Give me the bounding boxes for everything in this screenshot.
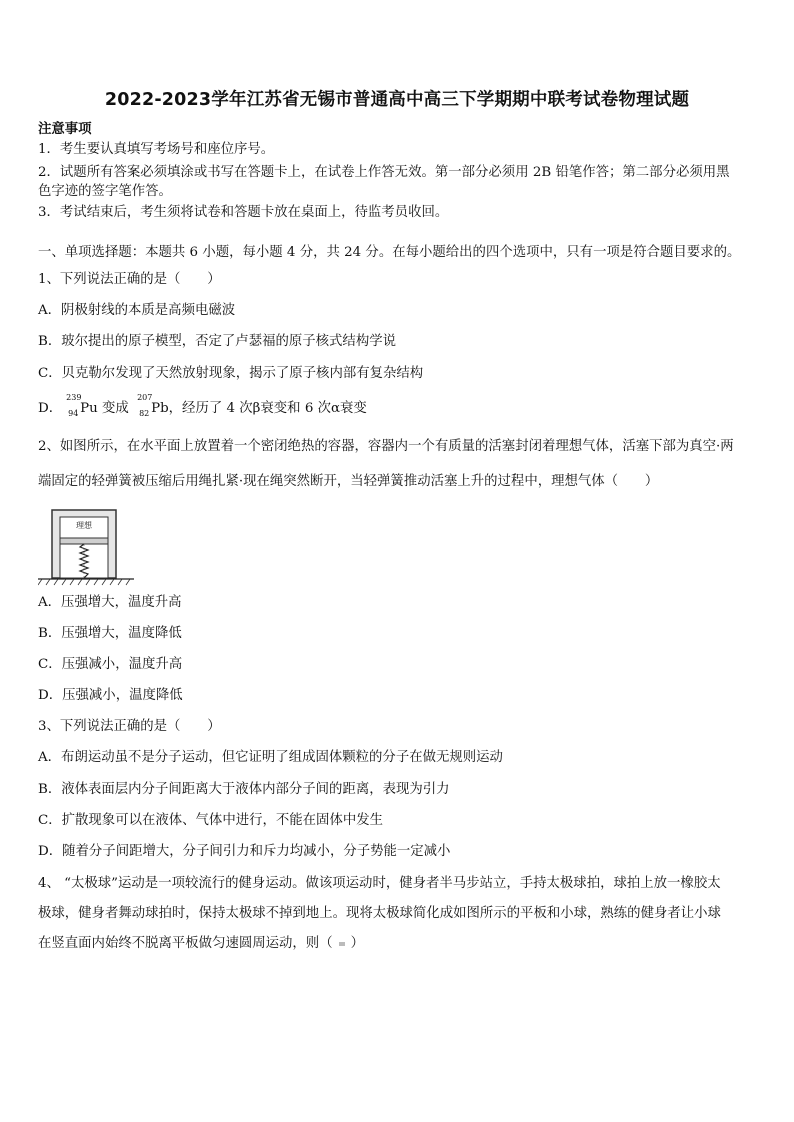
q2-option-a: A．压强增大，温度升高	[38, 595, 182, 610]
q1-option-b: B．玻尔提出的原子模型，否定了卢瑟福的原子核式结构学说	[38, 334, 396, 349]
pb-symbol: Pb	[151, 401, 169, 416]
q3-option-b: B．液体表面层内分子间距离大于液体内部分子间的距离，表现为引力	[38, 782, 450, 797]
pu-atomic-number: 94	[68, 409, 79, 418]
lead-nuclide	[137, 393, 169, 418]
q3-stem: 3、下列说法正确的是（ ）	[38, 719, 221, 734]
q1-option-d-label: D．	[38, 401, 63, 416]
q4-stem-line1: 4、 “太极球”运动是一项较流行的健身运动。做该项运动时，健身者半马步站立，手持太极球拍，球拍上放一橡胶太	[38, 876, 721, 891]
ground-hatching	[38, 579, 130, 585]
pb-atomic-number: 82	[139, 409, 150, 418]
piston	[60, 538, 108, 544]
q4-stem-line2: 极球，健身者舞动球拍时，保持太极球不掉到地上。现将太极球简化成如图所示的平板和小球，熟练的健身者让小球	[38, 906, 721, 921]
q2-option-d: D．压强减小，温度降低	[38, 688, 183, 703]
q2-stem-line2: 端固定的轻弹簧被压缩后用绳扎紧·现在绳突然断开，当轻弹簧推动活塞上升的过程中，理想气体（ ）	[38, 474, 659, 489]
q1-stem: 1、下列说法正确的是（ ）	[38, 272, 221, 287]
figure-gas-label: 理想	[76, 521, 92, 530]
notice-heading: 注意事项	[38, 121, 92, 137]
notice-item-2: 2．试题所有答案必须填涂或书写在答题卡上，在试卷上作答无效。第一部分必须用 2B 铅笔作答；第二部分必须用黑	[38, 165, 730, 180]
pu-symbol: Pu	[80, 401, 98, 416]
section-heading: 一、单项选择题：本题共 6 小题，每小题 4 分，共 24 分。在每小题给出的四个选项中，只有一项是符合题目要求的。	[38, 245, 741, 260]
notice-item-2-cont: 色字迹的签字笔作答。	[38, 184, 172, 199]
container-figure	[38, 506, 138, 586]
q1-option-d-tail: ，经历了 4 次β衰变和 6 次α衰变	[168, 401, 367, 416]
q3-option-d: D．随着分子间距增大，分子间引力和斥力均减小，分子势能一定减小	[38, 844, 451, 859]
q1-option-d-mid: 变成	[97, 401, 134, 416]
plutonium-nuclide	[66, 393, 98, 418]
q4-stem-line3-text: 在竖直面内始终不脱离平板做匀速圆周运动，则（	[38, 936, 333, 951]
q4-stem-line3	[38, 935, 364, 953]
q3-option-c: C．扩散现象可以在液体、气体中进行，不能在固体中发生	[38, 813, 384, 828]
q3-option-a: A．布朗运动虽不是分子运动，但它证明了组成固体颗粒的分子在做无规则运动	[38, 750, 503, 765]
page-title: 2022-2023学年江苏省无锡市普通高中高三下学期期中联考试卷物理试题	[104, 90, 690, 110]
q2-option-c: C．压强减小，温度升高	[38, 657, 183, 672]
notice-item-1: 1．考生要认真填写考场号和座位序号。	[38, 142, 275, 157]
answer-blank	[339, 942, 345, 946]
pb-mass-number: 207	[137, 393, 153, 402]
q2-option-b: B．压强增大，温度降低	[38, 626, 182, 641]
notice-item-3: 3．考试结束后，考生须将试卷和答题卡放在桌面上，待监考员收回。	[38, 205, 449, 220]
q1-option-c: C．贝克勒尔发现了天然放射现象，揭示了原子核内部有复杂结构	[38, 366, 424, 381]
q2-stem-line1: 2、如图所示，在水平面上放置着一个密闭绝热的容器，容器内一个有质量的活塞封闭着理想气体，活塞下部为真空·两	[38, 439, 734, 454]
q4-stem-line3-close: ）	[350, 936, 364, 951]
pu-mass-number: 239	[66, 393, 82, 402]
q1-option-d	[38, 393, 367, 418]
q1-option-a: A．阴极射线的本质是高频电磁波	[38, 303, 236, 318]
